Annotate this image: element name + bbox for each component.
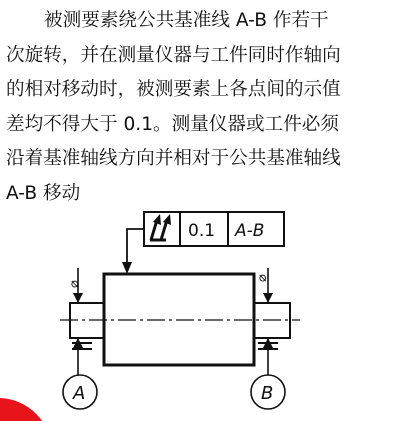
datum-a-marker [63, 375, 97, 409]
description-line-2: 次旋转，并在测量仪器与工件同时作轴向 [6, 44, 341, 66]
description-line-1: 被测要素绕公共基准线 A-B 作若干 [44, 10, 329, 31]
tolerance-value: 0.1 [188, 221, 216, 241]
leader-line [122, 229, 144, 274]
tolerance-datum: A-B [235, 221, 265, 241]
left-diameter-symbol: ⌀ [67, 280, 82, 288]
datum-b-label: B [261, 383, 274, 404]
datum-a-label: A [73, 383, 86, 404]
right-diameter-symbol: ⌀ [255, 274, 270, 282]
right-datum-dimension [255, 268, 278, 375]
description-line-3: 的相对移动时，被测要素上各点间的示值 [6, 79, 341, 100]
red-corner-shape [0, 398, 52, 421]
total-runout-icon [150, 214, 171, 240]
datum-b-marker [251, 375, 285, 409]
tolerance-frame [144, 212, 284, 246]
description-line-6: A-B 移动 [6, 182, 81, 204]
description-line-4: 差均不得大于 0.1。测量仪器或工件必须 [6, 113, 339, 135]
description-line-5: 沿着基准轴线方向并相对于公共基准轴线 [6, 148, 341, 169]
